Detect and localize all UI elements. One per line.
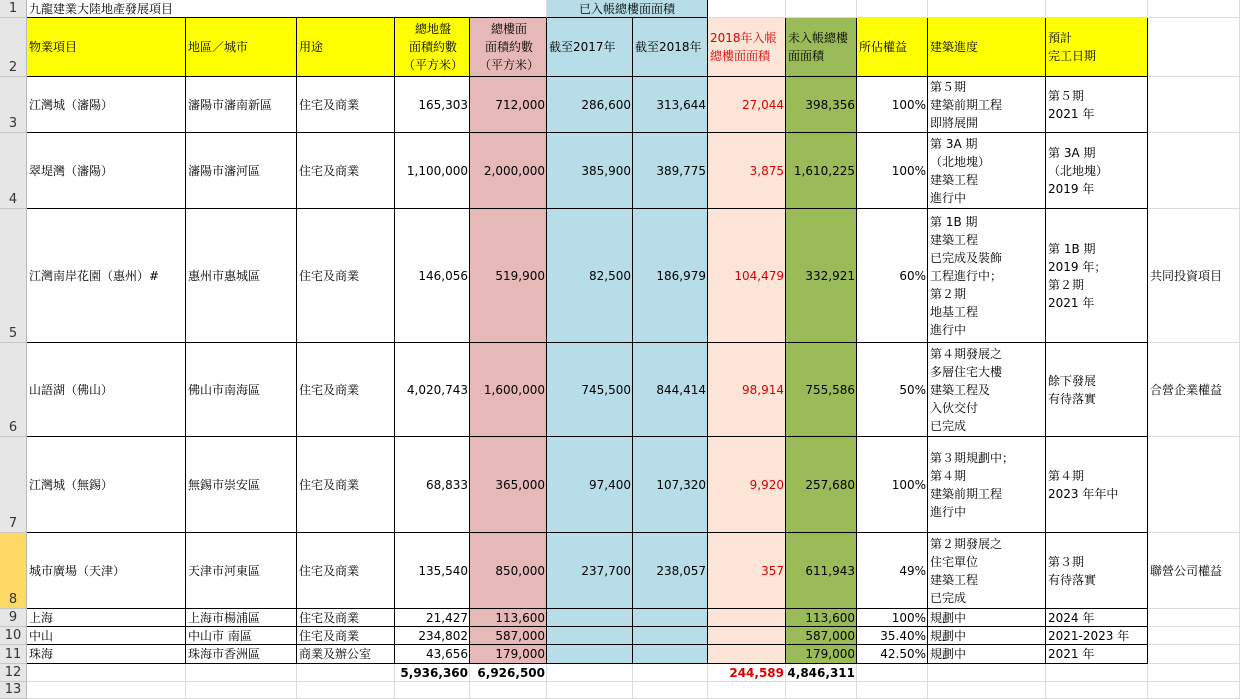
cell-gfa2018[interactable]: 27,044 [708, 77, 786, 133]
empty-cell[interactable] [27, 682, 186, 699]
empty-cell[interactable] [786, 682, 857, 699]
cell-gfa[interactable]: 2,000,000 [470, 133, 547, 209]
cell-region[interactable]: 瀋陽市瀋南新區 [186, 77, 297, 133]
cell-upto2017[interactable]: 97,400 [547, 437, 633, 533]
cell-site-area[interactable]: 135,540 [395, 533, 470, 609]
cell-upto2018[interactable]: 313,644 [633, 77, 708, 133]
cell-region[interactable]: 瀋陽市瀋河區 [186, 133, 297, 209]
cell-gfa2018[interactable]: 9,920 [708, 437, 786, 533]
cell-interest[interactable]: 42.50% [857, 645, 928, 664]
cell-unrecognized[interactable]: 332,921 [786, 209, 857, 343]
cell-region[interactable]: 天津市河東區 [186, 533, 297, 609]
row-header[interactable]: 5 [0, 209, 27, 343]
cell-gfa2018[interactable]: 98,914 [708, 343, 786, 437]
cell-region[interactable]: 上海市楊浦區 [186, 609, 297, 627]
cell-region[interactable]: 珠海市香洲區 [186, 645, 297, 664]
cell-gfa[interactable]: 1,600,000 [470, 343, 547, 437]
cell-interest[interactable]: 35.40% [857, 627, 928, 645]
row-header[interactable]: 3 [0, 77, 27, 133]
cell-use[interactable]: 住宅及商業 [297, 533, 395, 609]
cell-gfa2018[interactable] [708, 627, 786, 645]
cell-region[interactable]: 無錫市崇安區 [186, 437, 297, 533]
cell-interest[interactable]: 100% [857, 609, 928, 627]
cell-property[interactable]: 江灣城（無錫） [27, 437, 186, 533]
row-header[interactable]: 9 [0, 609, 27, 627]
cell-completion[interactable]: 第 1B 期 2019 年； 第２期 2021 年 [1046, 209, 1148, 343]
cell-region[interactable]: 中山市 南區 [186, 627, 297, 645]
cell-note[interactable] [1148, 609, 1240, 627]
cell-upto2018[interactable]: 844,414 [633, 343, 708, 437]
cell-gfa[interactable]: 179,000 [470, 645, 547, 664]
cell-upto2018[interactable]: 186,979 [633, 209, 708, 343]
sheet-title[interactable]: 九龍建業大陸地產發展項目 [27, 0, 547, 18]
cell-progress[interactable]: 規劃中 [928, 627, 1046, 645]
empty-cell[interactable] [27, 664, 186, 682]
row-header[interactable]: 1 [0, 0, 27, 18]
empty-cell[interactable] [1148, 0, 1240, 18]
cell-gfa2018[interactable]: 3,875 [708, 133, 786, 209]
empty-cell[interactable] [297, 682, 395, 699]
column-header-site-area[interactable]: 總地盤 面積約數 （平方米） [395, 18, 470, 77]
cell-completion[interactable]: 2021-2023 年 [1046, 627, 1148, 645]
cell-use[interactable]: 住宅及商業 [297, 343, 395, 437]
cell-unrecognized[interactable]: 587,000 [786, 627, 857, 645]
cell-site-area[interactable]: 21,427 [395, 609, 470, 627]
cell-completion[interactable]: 第４期 2023 年年中 [1046, 437, 1148, 533]
cell-progress[interactable]: 第５期 建築前期工程 即將展開 [928, 77, 1046, 133]
cell-gfa[interactable]: 850,000 [470, 533, 547, 609]
empty-cell[interactable] [633, 664, 708, 682]
cell-unrecognized[interactable]: 113,600 [786, 609, 857, 627]
cell-gfa[interactable]: 519,900 [470, 209, 547, 343]
cell-use[interactable]: 住宅及商業 [297, 437, 395, 533]
cell-gfa2018[interactable]: 357 [708, 533, 786, 609]
empty-cell[interactable] [633, 682, 708, 699]
cell-upto2018[interactable] [633, 609, 708, 627]
column-header-completion[interactable]: 預計 完工日期 [1046, 18, 1148, 77]
empty-cell[interactable] [928, 664, 1046, 682]
recognized-gfa-group-header[interactable]: 已入帳總樓面面積 [547, 0, 708, 18]
cell-upto2018[interactable] [633, 627, 708, 645]
empty-cell[interactable] [708, 682, 786, 699]
cell-site-area[interactable]: 146,056 [395, 209, 470, 343]
cell-property[interactable]: 上海 [27, 609, 186, 627]
cell-progress[interactable]: 規劃中 [928, 609, 1046, 627]
cell-interest[interactable]: 100% [857, 133, 928, 209]
column-header-use[interactable]: 用途 [297, 18, 395, 77]
cell-upto2017[interactable]: 745,500 [547, 343, 633, 437]
column-header-interest[interactable]: 所佔權益 [857, 18, 928, 77]
empty-cell[interactable] [1046, 0, 1148, 18]
cell-site-area[interactable]: 234,802 [395, 627, 470, 645]
cell-region[interactable]: 佛山市南海區 [186, 343, 297, 437]
cell-interest[interactable]: 49% [857, 533, 928, 609]
cell-upto2017[interactable]: 286,600 [547, 77, 633, 133]
cell-use[interactable]: 住宅及商業 [297, 77, 395, 133]
cell-upto2017[interactable]: 82,500 [547, 209, 633, 343]
empty-cell[interactable] [1046, 682, 1148, 699]
cell-progress[interactable]: 第３期規劃中； 第４期 建築前期工程 進行中 [928, 437, 1046, 533]
cell-completion[interactable]: 餘下發展 有待落實 [1046, 343, 1148, 437]
cell-progress[interactable]: 規劃中 [928, 645, 1046, 664]
cell-site-area[interactable]: 165,303 [395, 77, 470, 133]
cell-upto2018[interactable]: 389,775 [633, 133, 708, 209]
column-header-property[interactable]: 物業項目 [27, 18, 186, 77]
row-header[interactable]: 2 [0, 18, 27, 77]
cell-use[interactable]: 住宅及商業 [297, 133, 395, 209]
cell-site-area[interactable]: 43,656 [395, 645, 470, 664]
cell-gfa[interactable]: 712,000 [470, 77, 547, 133]
column-header-gfa2018[interactable]: 2018年入帳 總樓面面積 [708, 18, 786, 77]
cell-use[interactable]: 商業及辦公室 [297, 645, 395, 664]
cell-interest[interactable]: 100% [857, 437, 928, 533]
row-header[interactable]: 11 [0, 645, 27, 664]
empty-cell[interactable] [1046, 664, 1148, 682]
total-gfa[interactable]: 6,926,500 [470, 664, 547, 682]
total-gfa2018[interactable]: 244,589 [708, 664, 786, 682]
column-header-upto2017[interactable]: 截至2017年 [547, 18, 633, 77]
column-header-upto2018[interactable]: 截至2018年 [633, 18, 708, 77]
row-header[interactable]: 6 [0, 343, 27, 437]
cell-note[interactable] [1148, 645, 1240, 664]
cell-site-area[interactable]: 68,833 [395, 437, 470, 533]
empty-cell[interactable] [857, 0, 928, 18]
empty-cell[interactable] [1148, 664, 1240, 682]
cell-use[interactable]: 住宅及商業 [297, 209, 395, 343]
cell-use[interactable]: 住宅及商業 [297, 627, 395, 645]
cell-gfa2018[interactable] [708, 645, 786, 664]
cell-note[interactable] [1148, 133, 1240, 209]
cell-region[interactable]: 惠州市惠城區 [186, 209, 297, 343]
empty-cell[interactable] [186, 682, 297, 699]
cell-gfa[interactable]: 587,000 [470, 627, 547, 645]
cell-gfa2018[interactable] [708, 609, 786, 627]
empty-cell[interactable] [395, 682, 470, 699]
empty-cell[interactable] [470, 682, 547, 699]
cell-progress[interactable]: 第 1B 期 建築工程 已完成及裝飾 工程進行中； 第２期 地基工程 進行中 [928, 209, 1046, 343]
cell-property[interactable]: 珠海 [27, 645, 186, 664]
cell-interest[interactable]: 60% [857, 209, 928, 343]
cell-property[interactable]: 中山 [27, 627, 186, 645]
cell-unrecognized[interactable]: 398,356 [786, 77, 857, 133]
cell-gfa[interactable]: 365,000 [470, 437, 547, 533]
row-header[interactable]: 7 [0, 437, 27, 533]
empty-cell[interactable] [1148, 18, 1240, 77]
cell-use[interactable]: 住宅及商業 [297, 609, 395, 627]
cell-completion[interactable]: 2024 年 [1046, 609, 1148, 627]
cell-note[interactable] [1148, 627, 1240, 645]
cell-site-area[interactable]: 1,100,000 [395, 133, 470, 209]
cell-unrecognized[interactable]: 1,610,225 [786, 133, 857, 209]
cell-progress[interactable]: 第４期發展之 多層住宅大樓 建築工程及 入伙交付 已完成 [928, 343, 1046, 437]
empty-cell[interactable] [786, 0, 857, 18]
cell-completion[interactable]: 第３期 有待落實 [1046, 533, 1148, 609]
cell-note[interactable]: 共同投資項目 [1148, 209, 1240, 343]
column-header-progress[interactable]: 建築進度 [928, 18, 1046, 77]
empty-cell[interactable] [547, 682, 633, 699]
cell-upto2017[interactable]: 237,700 [547, 533, 633, 609]
empty-cell[interactable] [547, 664, 633, 682]
empty-cell[interactable] [297, 664, 395, 682]
cell-gfa2018[interactable]: 104,479 [708, 209, 786, 343]
cell-upto2017[interactable] [547, 609, 633, 627]
cell-gfa[interactable]: 113,600 [470, 609, 547, 627]
empty-cell[interactable] [186, 664, 297, 682]
row-header[interactable]: 10 [0, 627, 27, 645]
empty-cell[interactable] [928, 0, 1046, 18]
cell-note[interactable] [1148, 77, 1240, 133]
empty-cell[interactable] [708, 0, 786, 18]
empty-cell[interactable] [857, 682, 928, 699]
cell-unrecognized[interactable]: 611,943 [786, 533, 857, 609]
total-unrecognized[interactable]: 4,846,311 [786, 664, 857, 682]
cell-progress[interactable]: 第 3A 期 （北地塊） 建築工程 進行中 [928, 133, 1046, 209]
cell-completion[interactable]: 2021 年 [1046, 645, 1148, 664]
cell-unrecognized[interactable]: 257,680 [786, 437, 857, 533]
empty-cell[interactable] [928, 682, 1046, 699]
cell-site-area[interactable]: 4,020,743 [395, 343, 470, 437]
column-header-region[interactable]: 地區／城市 [186, 18, 297, 77]
cell-property[interactable]: 翠堤灣（瀋陽） [27, 133, 186, 209]
cell-completion[interactable]: 第 3A 期 （北地塊） 2019 年 [1046, 133, 1148, 209]
cell-unrecognized[interactable]: 179,000 [786, 645, 857, 664]
empty-cell[interactable] [857, 664, 928, 682]
cell-upto2017[interactable]: 385,900 [547, 133, 633, 209]
cell-upto2018[interactable]: 238,057 [633, 533, 708, 609]
column-header-unrecognized[interactable]: 未入帳總樓 面面積 [786, 18, 857, 77]
cell-note[interactable]: 聯營公司權益 [1148, 533, 1240, 609]
cell-property[interactable]: 城市廣場（天津） [27, 533, 186, 609]
cell-unrecognized[interactable]: 755,586 [786, 343, 857, 437]
row-header[interactable]: 8 [0, 533, 27, 609]
row-header[interactable]: 13 [0, 682, 27, 699]
row-header[interactable]: 4 [0, 133, 27, 209]
cell-note[interactable] [1148, 437, 1240, 533]
total-site-area[interactable]: 5,936,360 [395, 664, 470, 682]
cell-property[interactable]: 江灣南岸花園（惠州）# [27, 209, 186, 343]
cell-interest[interactable]: 50% [857, 343, 928, 437]
cell-upto2017[interactable] [547, 645, 633, 664]
row-header[interactable]: 12 [0, 664, 27, 682]
cell-note[interactable]: 合營企業權益 [1148, 343, 1240, 437]
cell-interest[interactable]: 100% [857, 77, 928, 133]
cell-property[interactable]: 山語湖（佛山） [27, 343, 186, 437]
column-header-gfa[interactable]: 總樓面 面積約數 （平方米） [470, 18, 547, 77]
cell-upto2018[interactable]: 107,320 [633, 437, 708, 533]
cell-completion[interactable]: 第５期 2021 年 [1046, 77, 1148, 133]
cell-progress[interactable]: 第２期發展之 住宅單位 建築工程 已完成 [928, 533, 1046, 609]
cell-upto2018[interactable] [633, 645, 708, 664]
empty-cell[interactable] [1148, 682, 1240, 699]
cell-property[interactable]: 江灣城（瀋陽） [27, 77, 186, 133]
cell-upto2017[interactable] [547, 627, 633, 645]
